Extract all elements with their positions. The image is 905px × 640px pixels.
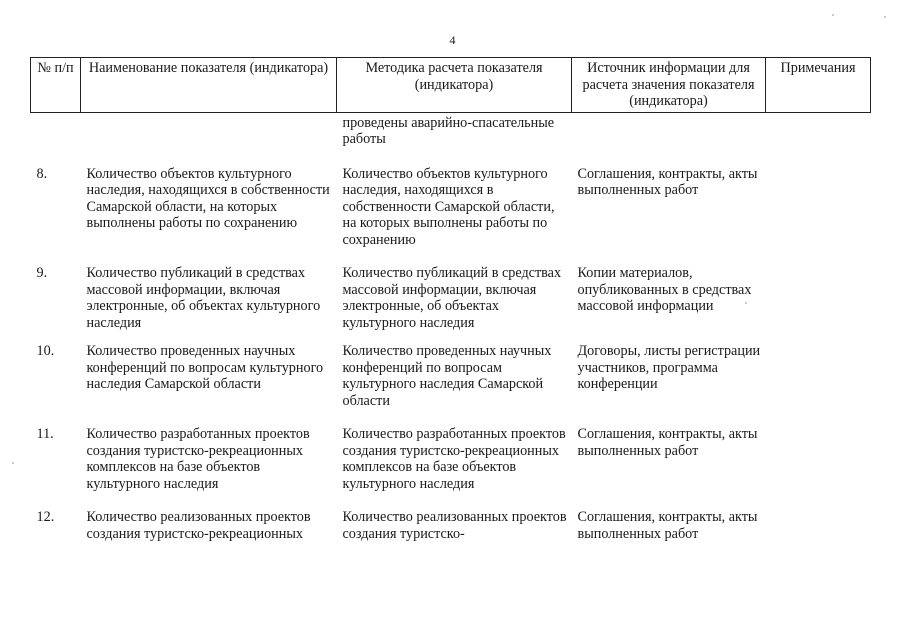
header-name: Наименование показателя (индикатора) xyxy=(81,58,337,113)
row-method: Количество проведенных научных конференций по вопросам культурного наследия Самарской области xyxy=(342,343,552,409)
row-name: Количество объектов культурного наследия, находящихся в собственности Самарской области, на которых выполнены работы по сохранению xyxy=(86,165,330,231)
row-name: Количество разработанных проектов создания туристско-рекреационных комплексов на базе объектов культурного наследия xyxy=(86,426,310,492)
scan-speck xyxy=(12,462,14,464)
row-source: Договоры, листы регистрации участников, программа конференции xyxy=(577,343,761,392)
row-method: Количество объектов культурного наследия, находящихся в собственности Самарской области, на которых выполнены работы по сохранению xyxy=(342,165,555,248)
row-source: Соглашения, контракты, акты выполненных работ xyxy=(577,426,758,459)
row-number: 11. xyxy=(36,426,54,442)
row-notes xyxy=(766,426,871,509)
table-row xyxy=(31,343,871,426)
table-row xyxy=(31,426,871,509)
header-method: Методика расчета показателя (индикатора) xyxy=(337,58,572,113)
row-notes xyxy=(766,509,871,542)
row-notes xyxy=(766,166,871,266)
continuation-row xyxy=(31,112,871,166)
scan-speck xyxy=(884,16,886,18)
row-number: 8. xyxy=(36,165,48,182)
page-number: 4 xyxy=(449,33,456,47)
row-number: 12. xyxy=(36,509,55,525)
row-name: Количество реализованных проектов создания туристско-рекреационных xyxy=(86,509,311,542)
header-source: Источник информации для расчета значения показателя (индикатора) xyxy=(572,58,766,113)
row-method: Количество публикаций в средствах массовой информации, включая электронные, об объектах культурного наследия xyxy=(342,265,562,331)
table-row xyxy=(31,166,871,266)
row-number: 10. xyxy=(36,343,55,359)
table-row xyxy=(31,265,871,343)
table-header xyxy=(31,58,871,113)
scan-speck xyxy=(832,14,834,16)
table-row xyxy=(31,509,871,542)
row-method: Количество реализованных проектов создания туристско- xyxy=(342,509,567,542)
indicators-table xyxy=(30,57,871,542)
continuation-method: проведены аварийно-спасательные работы xyxy=(342,114,555,147)
row-method: Количество разработанных проектов создания туристско-рекреационных комплексов на базе объектов культурного наследия xyxy=(342,426,566,492)
row-number: 9. xyxy=(36,265,48,281)
scan-speck xyxy=(745,302,747,304)
row-notes xyxy=(766,265,871,343)
row-name: Количество публикаций в средствах массовой информации, включая электронные, об объектах культурного наследия xyxy=(86,265,321,331)
header-num: № п/п xyxy=(31,58,81,113)
row-name: Количество проведенных научных конференций по вопросам культурного наследия Самарской области xyxy=(86,343,324,392)
row-source: Копии материалов, опубликованных в средствах массовой информации xyxy=(577,265,752,314)
row-source: Соглашения, контракты, акты выполненных работ xyxy=(577,509,758,542)
row-source: Соглашения, контракты, акты выполненных работ xyxy=(577,165,758,198)
header-notes: Примечания xyxy=(766,58,871,113)
row-notes xyxy=(766,343,871,426)
